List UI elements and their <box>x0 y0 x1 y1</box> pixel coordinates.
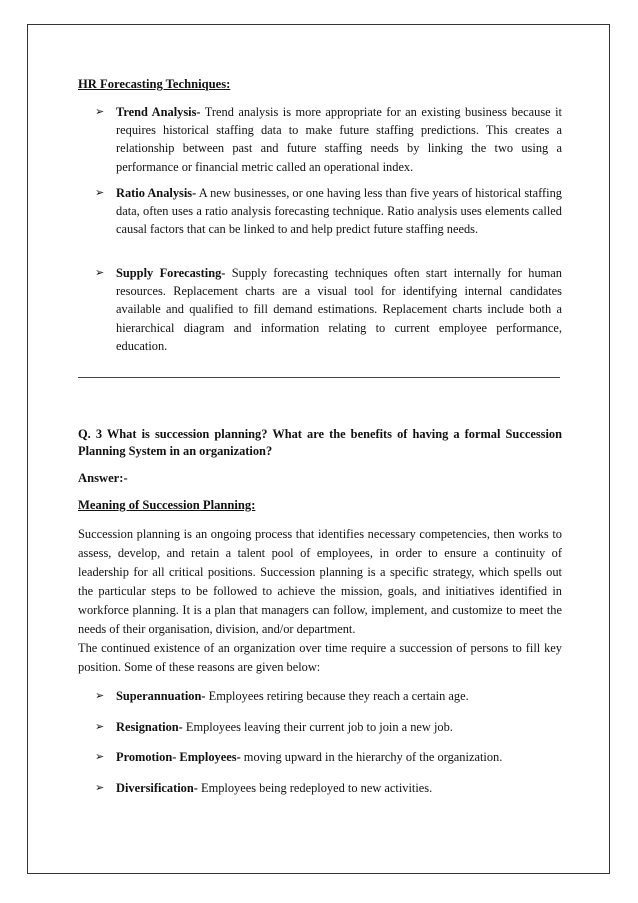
term-label: Superannuation- <box>116 689 206 703</box>
term-description: Employees retiring because they reach a certain age. <box>205 689 469 703</box>
term-label: Trend Analysis- <box>116 105 201 119</box>
term-label: Supply Forecasting- <box>116 266 226 280</box>
term-description: Employees being redeployed to new activities. <box>197 781 433 795</box>
reason-item-superannuation <box>95 687 562 705</box>
reason-item-promotion <box>95 748 562 766</box>
section-heading-hr-forecasting: HR Forecasting Techniques: <box>78 77 231 91</box>
term-description: Supply forecasting techniques often start internally for human resources. Replacement charts are a visual tool for identifying internal candidates available and qualified to fill demand estimations. Replacement charts include both a hierarchical diagram and information relating to current employee performance, education. <box>116 266 563 353</box>
arrow-bullet-icon: ➢ <box>95 186 105 199</box>
reason-item-resignation <box>95 718 562 736</box>
term-label: Ratio Analysis- <box>116 186 197 200</box>
term-label: Promotion- Employees- <box>116 750 241 764</box>
answer-label: Answer:- <box>78 471 128 485</box>
bullet-item-ratio-analysis <box>95 184 562 239</box>
term-label: Diversification- <box>116 781 198 795</box>
bullet-item-supply-forecasting <box>95 264 562 355</box>
term-description: moving upward in the hierarchy of the organization. <box>240 750 503 764</box>
reason-item-diversification <box>95 779 562 797</box>
succession-meaning-paragraph: Succession planning is an ongoing process that identifies necessary competencies, then works to assess, develop, and retain a talent pool of employees, in order to ensure a continuity of leadership for all critical positions. Succession planning is a specific strategy, which spells out the particular steps to be followed to achieve the mission, goals, and initiatives identified in workforce planning. It is a plan that managers can follow, implement, and customize to meet the needs of their organisation, division, and/or department. <box>78 527 562 636</box>
horizontal-divider <box>78 377 560 378</box>
arrow-bullet-icon: ➢ <box>95 266 105 279</box>
arrow-bullet-icon: ➢ <box>95 105 105 118</box>
reasons-intro-paragraph: The continued existence of an organization over time require a succession of persons to fill key position. Some of these reasons are given below: <box>78 641 562 674</box>
term-description: Employees leaving their current job to join a new job. <box>182 720 453 734</box>
term-label: Resignation- <box>116 720 183 734</box>
arrow-bullet-icon: ➢ <box>95 689 105 702</box>
bullet-item-trend-analysis <box>95 103 562 176</box>
arrow-bullet-icon: ➢ <box>95 781 105 794</box>
meaning-heading: Meaning of Succession Planning: <box>78 498 256 512</box>
term-description: Trend analysis is more appropriate for an existing business because it requires historical staffing data to make future staffing predictions. This creates a relationship between past and future staffing needs by linking the two using a performance or financial metric called an operational index. <box>116 105 562 174</box>
term-description: A new businesses, or one having less than five years of historical staffing data, often uses a ratio analysis forecasting technique. Ratio analysis uses elements called causal factors that can be linked to and help predict future staffing needs. <box>116 186 562 237</box>
arrow-bullet-icon: ➢ <box>95 750 105 763</box>
question-text: Q. 3 What is succession planning? What are the benefits of having a formal Succession Planning System in an organization? <box>78 427 562 458</box>
arrow-bullet-icon: ➢ <box>95 720 105 733</box>
